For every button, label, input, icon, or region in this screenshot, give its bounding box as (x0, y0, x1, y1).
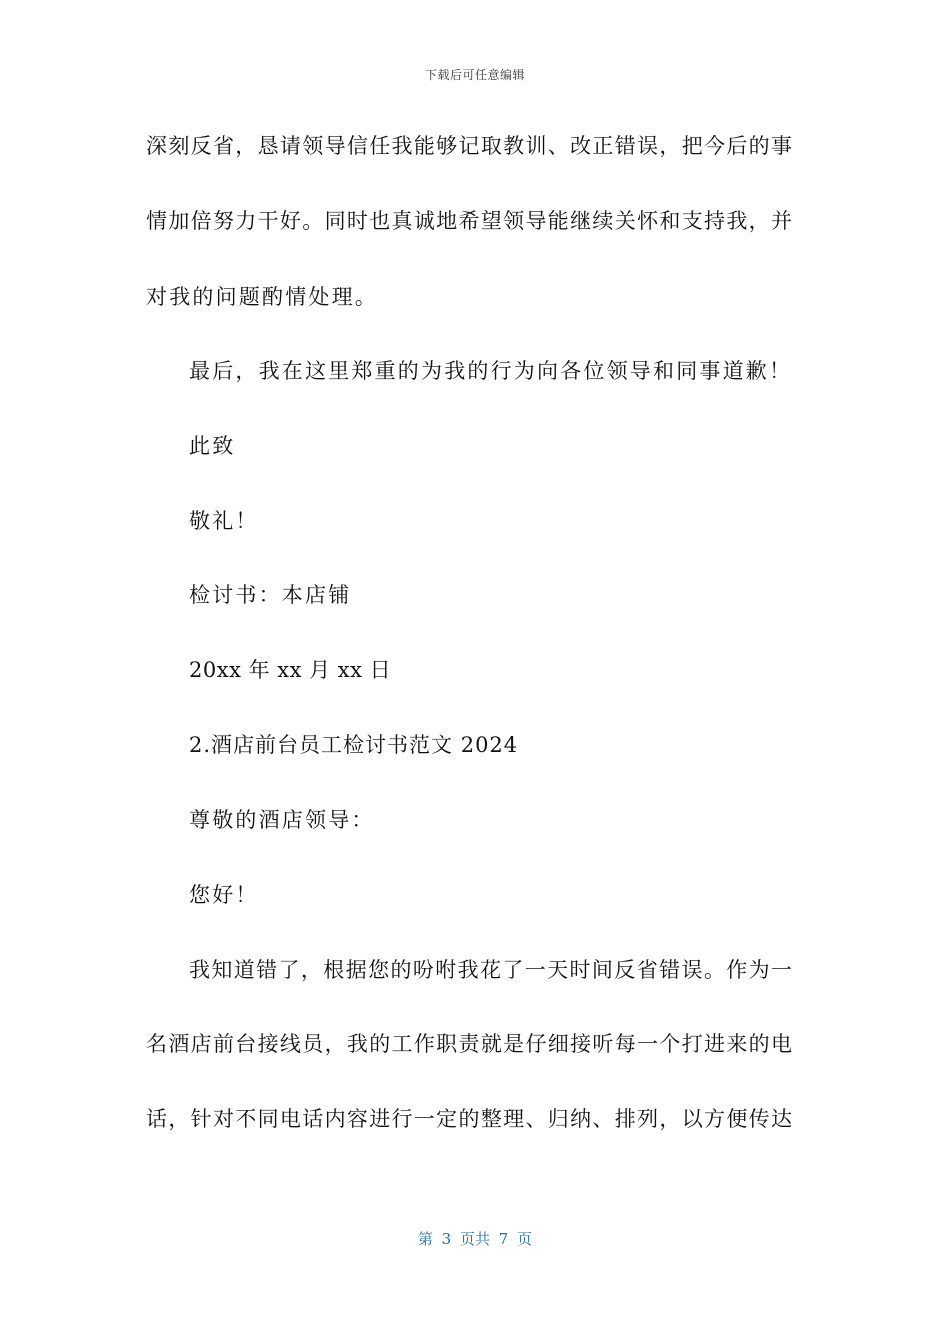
paragraph-line-2: 情加倍努力干好。同时也真诚地希望领导能继续关怀和支持我，并 (146, 209, 792, 233)
paragraph-line-1: 深刻反省，恳请领导信任我能够记取教训、改正错误，把今后的事 (146, 134, 792, 158)
closing-regards: 敬礼！ (189, 509, 259, 533)
greeting-hello: 您好！ (189, 883, 259, 907)
section-title: 2.酒店前台员工检讨书范文 2024 (189, 733, 519, 757)
page-header-note: 下载后可任意编辑 (424, 68, 525, 82)
page-number-footer: 第 3 页共 7 页 (417, 1230, 533, 1248)
apology-line: 最后，我在这里郑重的为我的行为向各位领导和同事道歉！ (189, 359, 793, 383)
greeting-recipient: 尊敬的酒店领导： (189, 808, 375, 832)
closing-salutation: 此致 (189, 434, 236, 458)
paragraph2-line-2: 名酒店前台接线员，我的工作职责就是仔细接听每一个打进来的电 (146, 1032, 792, 1056)
date-line: 20xx 年 xx 月 xx 日 (189, 658, 392, 682)
paragraph2-line-1: 我知道错了，根据您的吩咐我花了一天时间反省错误。作为一 (189, 958, 792, 982)
paragraph2-line-3: 话，针对不同电话内容进行一定的整理、归纳、排列，以方便传达 (146, 1107, 792, 1131)
signature-line: 检讨书：本店铺 (189, 583, 352, 607)
paragraph-line-3: 对我的问题酌情处理。 (146, 285, 378, 309)
